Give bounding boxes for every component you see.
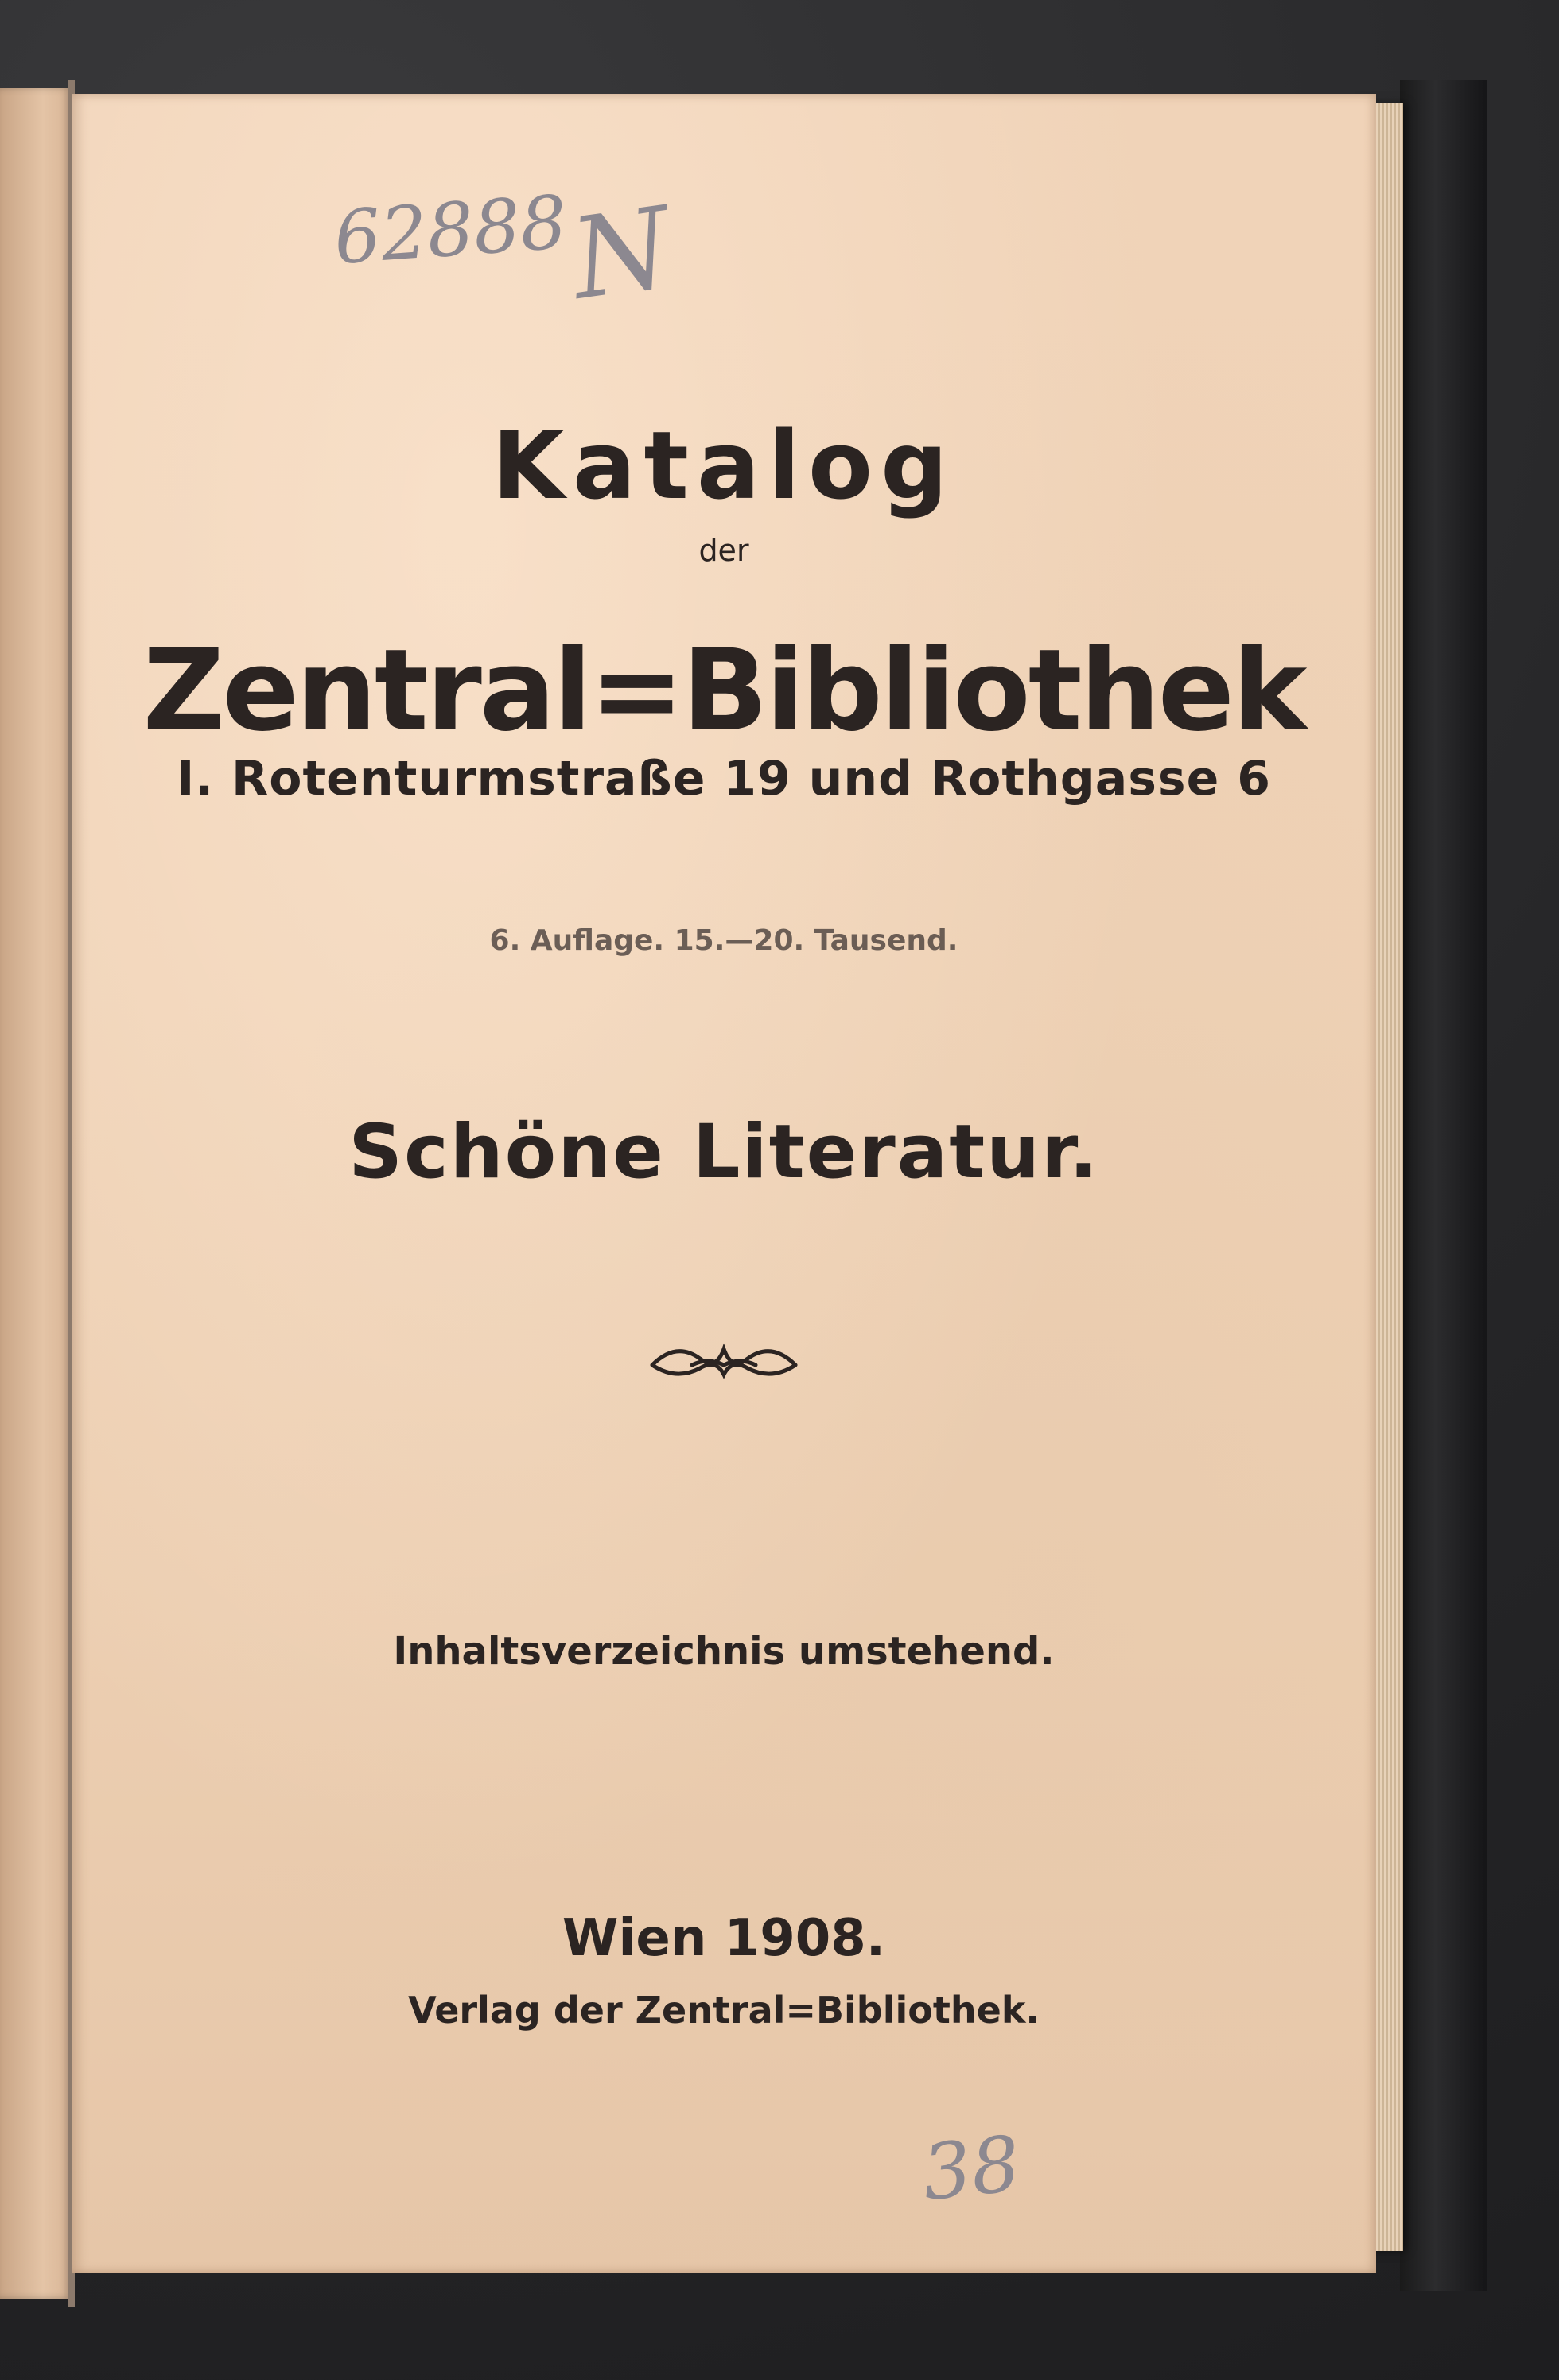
- place-year: Wien 1908.: [562, 1909, 886, 1968]
- catalog-connector: der: [698, 533, 749, 568]
- ornament-icon: [644, 1325, 803, 1389]
- left-page-edge: [0, 88, 72, 2299]
- library-name: Zentral=Bibliothek: [142, 625, 1305, 756]
- publisher: Verlag der Zentral=Bibliothek.: [408, 1989, 1040, 2032]
- inventory-number: 62888: [331, 179, 570, 282]
- catalog-title: Katalog: [492, 410, 956, 520]
- cover-board-edge: [1400, 80, 1487, 2291]
- edition-line: 6. Auflage. 15.—20. Tausend.: [489, 924, 958, 957]
- pencil-mark: N: [564, 183, 679, 325]
- section-title: Schöne Literatur.: [348, 1109, 1099, 1196]
- page-note: 38: [918, 2118, 1024, 2219]
- contents-note: Inhaltsverzeichnis umstehend.: [393, 1629, 1055, 1674]
- library-address: I. Rotenturmstraße 19 und Rothgasse 6: [177, 751, 1271, 807]
- title-page: [72, 94, 1376, 2273]
